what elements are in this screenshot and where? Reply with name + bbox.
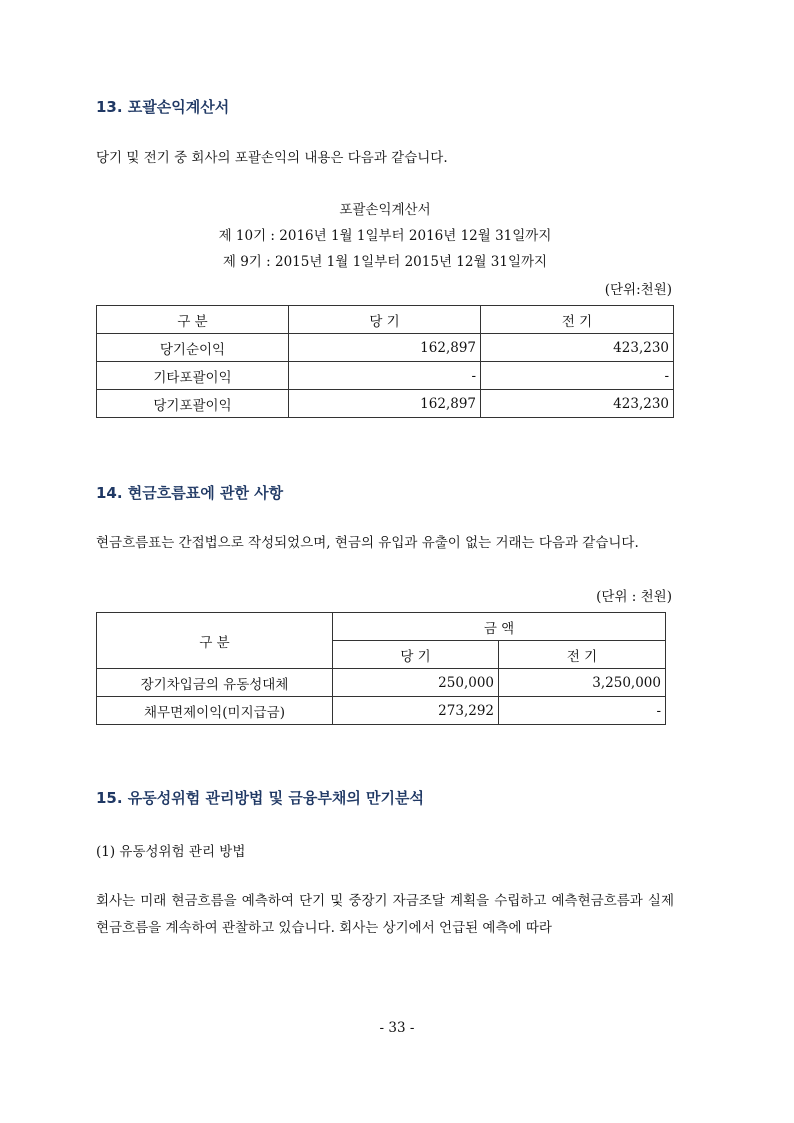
table-header-row [97,306,674,334]
row-prior: 423,230 [481,334,674,362]
row-label: 당기포괄이익 [97,390,289,418]
header-current: 당 기 [289,306,481,334]
row-prior: - [481,362,674,390]
section-14-unit: (단위 : 천원) [596,589,672,605]
row-prior: 3,250,000 [499,669,666,697]
table-row [97,390,674,418]
section-14-intro: 현금흐름표는 간접법으로 작성되었으며, 현금의 유입과 유출이 없는 거래는 다음과 같습니다. [96,535,639,551]
section-13-heading: 13. 포괄손익계산서 [96,98,230,116]
row-prior: - [499,697,666,725]
table-row [97,697,666,725]
row-label: 채무면제이익(미지급금) [97,697,333,725]
section-13-unit: (단위:천원) [604,282,672,298]
section-13-intro: 당기 및 전기 중 회사의 포괄손익의 내용은 다음과 같습니다. [96,150,448,166]
period-prior: 제 9기 : 2015년 1월 1일부터 2015년 12월 31일까지 [222,254,548,270]
section-14-heading: 14. 현금흐름표에 관한 사항 [96,484,284,502]
row-label: 기타포괄이익 [97,362,289,390]
page-number: - 33 - [379,1020,415,1036]
row-current: 250,000 [333,669,499,697]
comprehensive-income-table [96,305,674,418]
table-row [97,362,674,390]
header-current: 당 기 [333,641,499,669]
row-label: 당기순이익 [97,334,289,362]
section-15-body: 회사는 미래 현금흐름을 예측하여 단기 및 중장기 자금조달 계획을 수립하고 예측현금흐름과 실제현금흐름을 계속하여 관찰하고 있습니다. 회사는 상기에서 언급된 예측에 따라 [96,893,674,936]
header-prior: 전 기 [481,306,674,334]
header-item: 구 분 [97,613,333,669]
header-prior: 전 기 [499,641,666,669]
section-15-heading: 15. 유동성위험 관리방법 및 금융부채의 만기분석 [96,789,424,807]
income-statement-title: 포괄손익계산서 [339,202,431,218]
row-current: 162,897 [289,334,481,362]
period-current: 제 10기 : 2016년 1월 1일부터 2016년 12월 31일까지 [218,228,552,244]
row-current: 273,292 [333,697,499,725]
row-label: 장기차입금의 유동성대체 [97,669,333,697]
header-amount: 금 액 [333,613,666,641]
row-current: - [289,362,481,390]
cash-flow-noncash-table [96,612,666,725]
header-item: 구 분 [97,306,289,334]
table-row [97,334,674,362]
row-current: 162,897 [289,390,481,418]
section-15-subheading: (1) 유동성위험 관리 방법 [96,844,246,860]
row-prior: 423,230 [481,390,674,418]
table-row [97,669,666,697]
table-header-row [97,613,666,641]
